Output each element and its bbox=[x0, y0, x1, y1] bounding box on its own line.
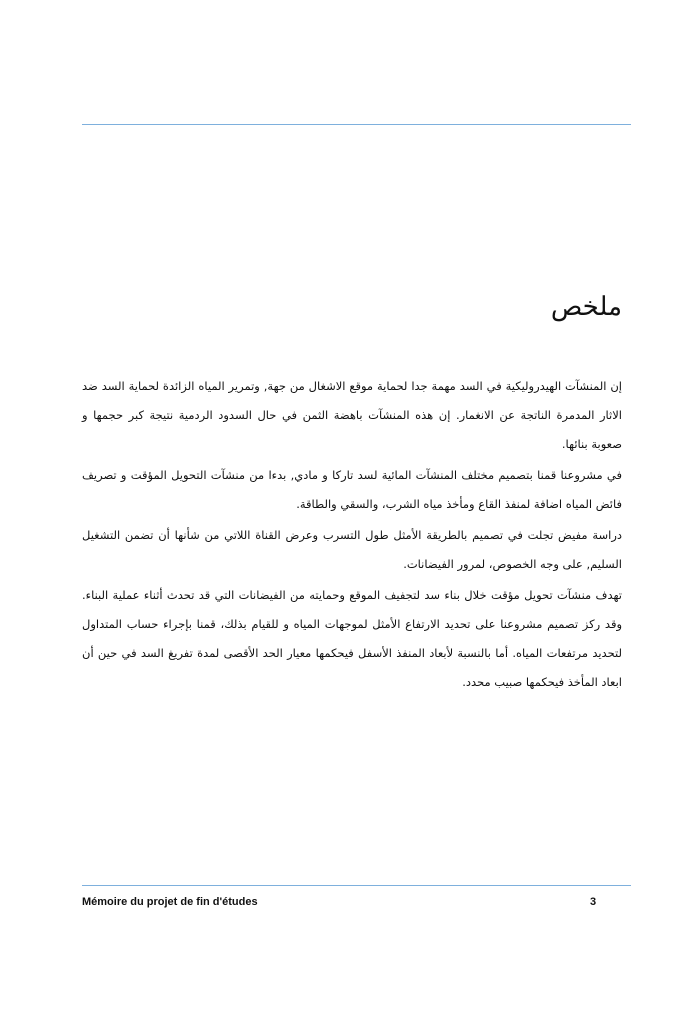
abstract-paragraph-1: إن المنشآت الهيدروليكية في السد مهمة جدا لحماية موقع الاشغال من جهة, وتمرير المياه الزائدة لحماية السد ضد الاثار المدمرة الناتجة عن الانغمار. إن هذه المنشآت باهضة الثمن في حال السدود الردمية نتيجة كبر حجمها و صعوبة بنائها. bbox=[82, 379, 622, 451]
abstract-body bbox=[82, 372, 622, 699]
footer-rule bbox=[82, 885, 631, 886]
footer-title: Mémoire du projet de fin d'études bbox=[82, 896, 258, 908]
abstract-paragraph-4: تهدف منشآت تحويل مؤقت خلال بناء سد لتجفيف الموقع وحمايته من الفيضانات التي قد تحدث أثناء عملية البناء. وقد ركز تصميم مشروعنا على تحديد الارتفاع الأمثل لموجهات المياه و للقيام بذلك، قمنا بإجراء حساب المتداول لتحديد مرتفعات المياه. أما بالنسبة لأبعاد المنفذ الأسفل فيحكمها معيار الحد الأقصى لمدة تفريغ السد في حين أن ابعاد المأخذ فيحكمها صبيب محدد. bbox=[82, 588, 622, 689]
page-number: 3 bbox=[590, 896, 597, 908]
header-rule bbox=[82, 124, 631, 125]
abstract-paragraph-2: في مشروعنا قمنا بتصميم مختلف المنشآت المائية لسد تاركا و مادي, بدءا من منشآت التحويل المؤقت و تصريف فائض المياه اضافة لمنفذ القاع ومأخذ مياه الشرب، والسقي والطاقة. bbox=[82, 468, 622, 511]
abstract-paragraph-3: دراسة مفيض تجلت في تصميم بالطريقة الأمثل طول التسرب وعرض القناة اللاتي من شأنها أن تضمن التشغيل السليم, على وجه الخصوص، لمرور الفيضانات. bbox=[82, 528, 622, 571]
page-title: ملخص bbox=[550, 292, 622, 322]
